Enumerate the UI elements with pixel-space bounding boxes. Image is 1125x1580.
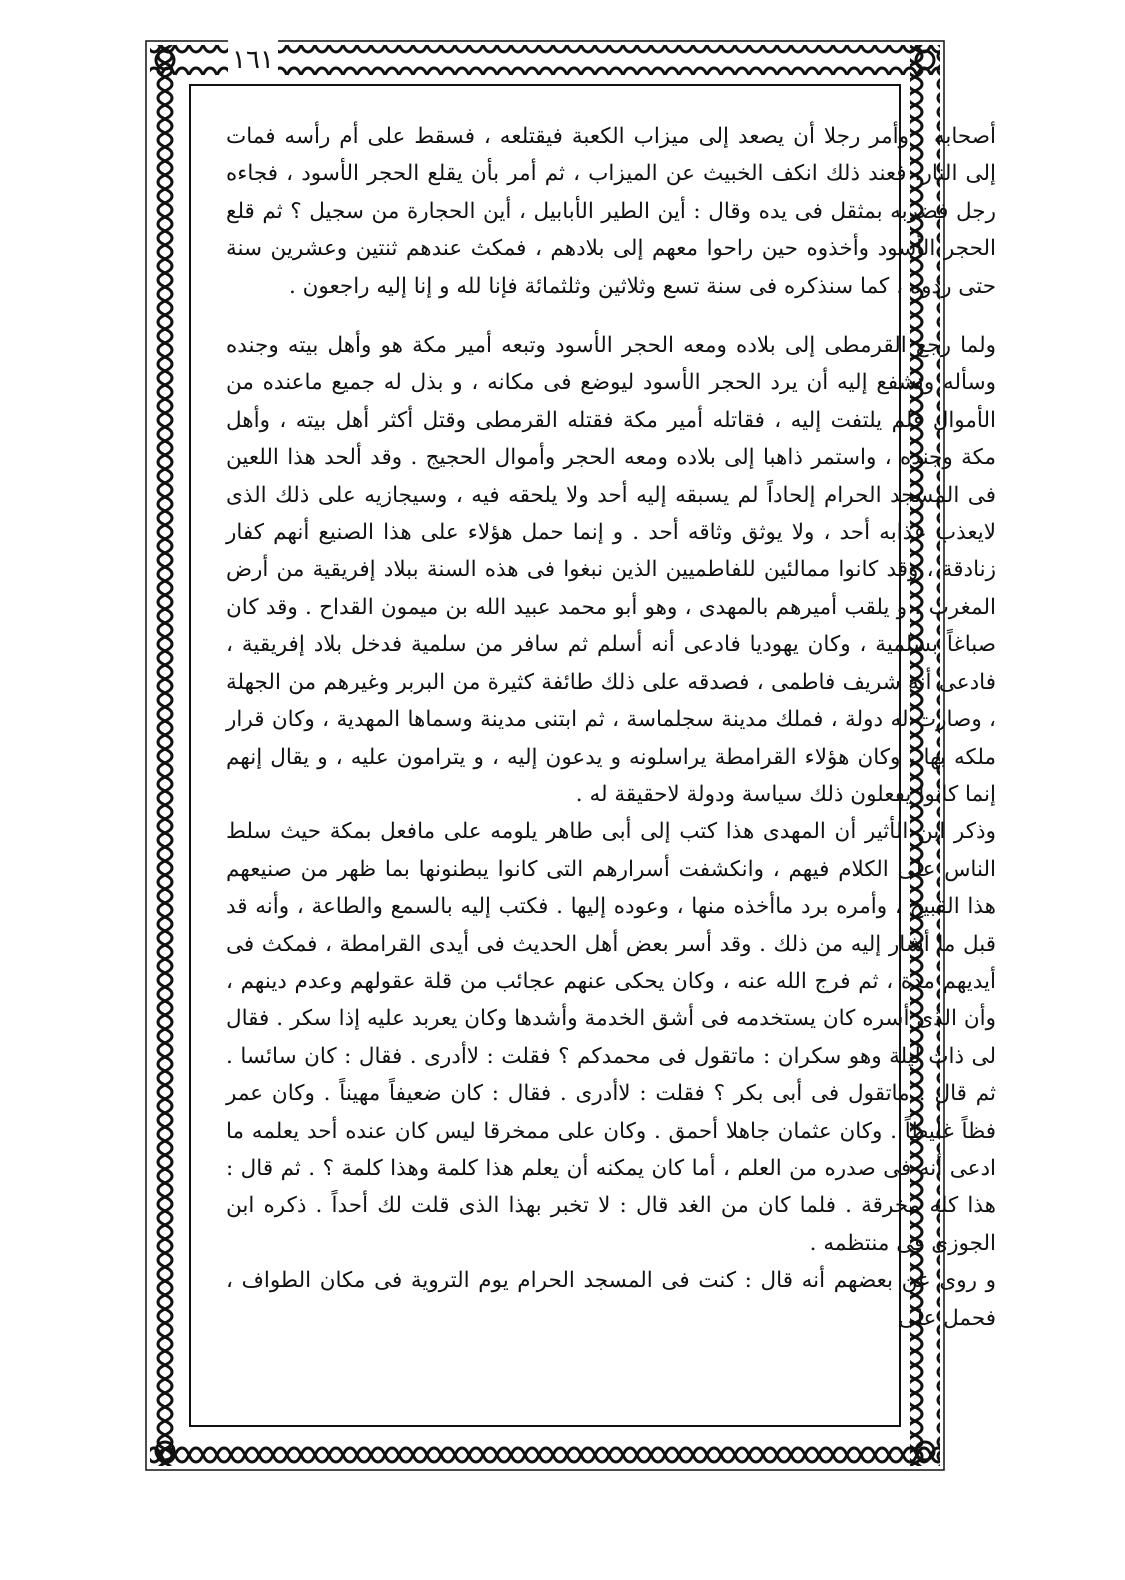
paragraph-1: أصحابه ، وأمر رجلا أن يصعد إلى ميزاب الكعبة فيقتلعه ، فسقط على أم رأسه فمات إلى النار. فعند ذلك انكف الخبيث عن الميزاب ، ثم أمر بأن يقلع الحجر الأسود ، فجاءه رجل فضربه بمثقل فى يده وقال : أين الطير الأبابيل ، أين الحجارة من سجيل ؟ ثم قلع الحجر الأسود وأخذوه حين راحوا معهم إلى بلادهم ، فمكث عندهم ثنتين وعشرين سنة حتى ردوه ، كما سنذكره فى سنة تسع وثلاثين وثلثمائة فإنا لله و إنا إليه راجعون . bbox=[226, 124, 996, 299]
paragraph-2: ولما رجع القرمطى إلى بلاده ومعه الحجر الأسود وتبعه أمير مكة هو وأهل بيته وجنده وسأله وتشفع إليه أن يرد الحجر الأسود ليوضع فى مكانه ، و بذل له جميع ماعنده من الأموال فلم يلتفت إليه ، فقاتله أمير مكة فقتله القرمطى وقتل أكثر أهل بيته ، وأهل مكة وجنده ، واستمر ذاهبا إلى بلاده ومعه الحجر وأموال الحجيج . وقد ألحد هذا اللعين فى المسجد الحرام إلحاداً لم يسبقه إليه أحد ولا يلحقه فيه ، وسيجازيه على ذلك الذى لايعذب عذابه أحد ، ولا يوثق وثاقه أحد . و إنما حمل هؤلاء على هذا الصنيع أنهم كفار زنادقة ، وقد كانوا ممالئين للفاطميين الذين نبغوا فى هذه السنة ببلاد إفريقية من أرض المغرب ، و يلقب أميرهم بالمهدى ، وهو أبو محمد عبيد الله بن ميمون القداح . وقد كان صباغاً بسلمية ، وكان يهوديا فادعى أنه أسلم ثم سافر من سلمية فدخل بلاد إفريقية ، فادعى أنه شريف فاطمى ، فصدقه على ذلك طائفة كثيرة من البربر وغيرهم من الجهلة ، وصارت له دولة ، فملك مدينة سجلماسة ، ثم ابتنى مدينة وسماها المهدية ، وكان قرار ملكه بها ، وكان هؤلاء القرامطة يراسلونه و يدعون إليه ، و يترامون عليه ، و يقال إنهم إنما كانوا يفعلون ذلك سياسة ودولة لاحقيقة له . bbox=[226, 333, 996, 807]
paragraph-3: وذكر ابن الأثير أن المهدى هذا كتب إلى أبى طاهر يلومه على مافعل بمكة حيث سلط الناس على الكلام فيهم ، وانكشفت أسرارهم التى كانوا يبطنونها بما ظهر من صنيعهم هذا القبيح ، وأمره برد ماأخذه منها ، وعوده إليها . فكتب إليه بالسمع والطاعة ، وأنه قد قبل ما أشار إليه من ذلك . وقد أسر بعض أهل الحديث فى أيدى القرامطة ، فمكث فى أيديهم مدة ، ثم فرج الله عنه ، وكان يحكى عنهم عجائب من قلة عقولهم وعدم دينهم ، وأن الذى أسره كان يستخدمه فى أشق الخدمة وأشدها وكان يعربد عليه إذا سكر . فقال لى ذات ليلة وهو سكران : ماتقول فى محمدكم ؟ فقلت : لاأدرى . فقال : كان سائسا . ثم قال : ماتقول فى أبى بكر ؟ فقلت : لاأدرى . فقال : كان ضعيفاً مهيناً . وكان عمر فظاً غليظاً . وكان عثمان جاهلا أحمق . وكان على ممخرقا ليس كان عنده أحد يعلمه ما ادعى أنه فى صدره من العلم ، أما كان يمكنه أن يعلم هذا كلمة وهذا كلمة ؟ . ثم قال : هذا كله مخرقة . فلما كان من الغد قال : لا تخبر بهذا الذى قلت لك أحداً . ذكره ابن الجوزى فى منتظمه . bbox=[226, 819, 996, 1256]
paragraph-4: و روى عن بعضهم أنه قال : كنت فى المسجد الحرام يوم التروية فى مكان الطواف ، فحمل على bbox=[226, 1268, 996, 1331]
page-number: ١٦١ bbox=[228, 40, 278, 80]
body-text bbox=[226, 118, 996, 1337]
